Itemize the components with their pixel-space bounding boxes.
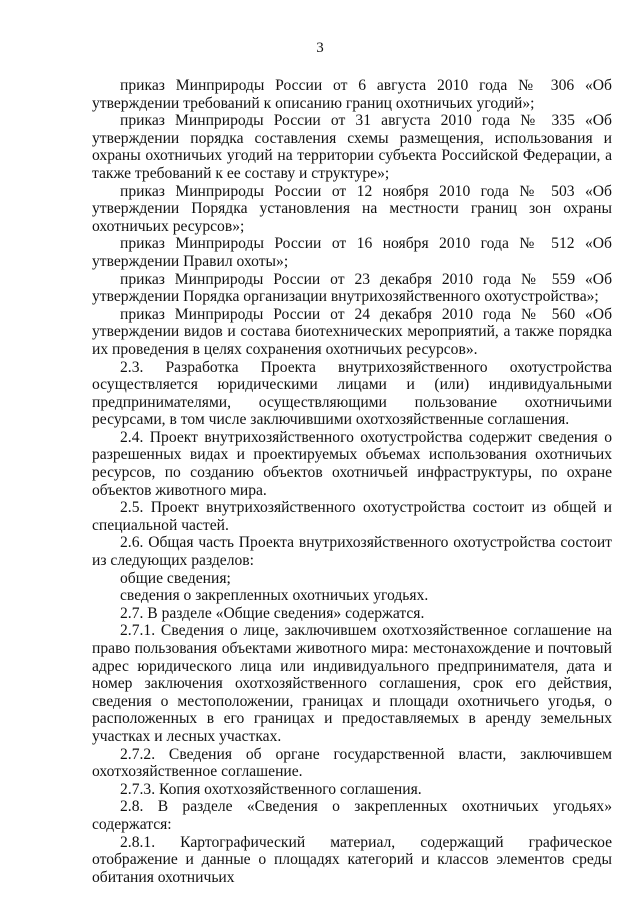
paragraph: 2.5. Проект внутрихозяйственного охотустройства состоит из общей и специальной частей. — [92, 499, 612, 534]
paragraph: 2.3. Разработка Проекта внутрихозяйственного охотустройства осуществляется юридическими лицами и (или) индивидуальными предпринимателями, осуществляющими пользование охотничьими ресурсами, в том числе заключившими охотхозяйственные соглашения. — [92, 358, 612, 429]
page-number: 3 — [316, 40, 324, 56]
paragraph: приказ Минприроды России от 12 ноября 2010 года № 503 «Об утверждении Порядка установления на местности границ зон охраны охотничьих ресурсов»; — [92, 182, 612, 235]
paragraph: сведения о закрепленных охотничьих угодьях. — [120, 587, 429, 605]
paragraph: приказ Минприроды России от 6 августа 2010 года № 306 «Об утверждении требований к описанию границ охотничьих угодий»; — [92, 77, 612, 112]
paragraph: приказ Минприроды России от 16 ноября 2010 года № 512 «Об утверждении Правил охоты»; — [92, 235, 612, 270]
paragraph: 2.7. В разделе «Общие сведения» содержатся. — [120, 604, 425, 622]
paragraph: 2.7.1. Сведения о лице, заключившем охотхозяйственное соглашение на право пользования объектами животного мира: местонахождение и почтовый адрес юридического лица или индивидуального предпринимателя, дата и номер заключения охотхозяйственного соглашения, срок его действия, сведения о местоположении, границах и площади охотничьего угодья, о расположенных в его границах и предоставляемых в аренду земельных участках и лесных участках. — [92, 622, 612, 745]
paragraph: общие сведения; — [120, 569, 231, 587]
paragraph: 2.6. Общая часть Проекта внутрихозяйственного охотустройства состоит из следующих разделов: — [92, 534, 612, 570]
paragraph: 2.8.1. Картографический материал, содержащий графическое отображение и данные о площадях категорий и классов элементов среды обитания охотничьих — [92, 833, 612, 886]
paragraph: приказ Минприроды России от 24 декабря 2010 года № 560 «Об утверждении видов и состава биотехнических мероприятий, а также порядка их проведения в целях сохранения охотничьих ресурсов». — [92, 305, 612, 358]
paragraph: 2.7.2. Сведения об органе государственной власти, заключившем охотхозяйственное соглашение. — [92, 745, 612, 781]
paragraph: 2.8. В разделе «Сведения о закрепленных охотничьих угодьях» содержатся: — [92, 798, 612, 833]
paragraph: 2.7.3. Копия охотхозяйственного соглашения. — [120, 780, 422, 798]
paragraph: приказ Минприроды России от 31 августа 2010 года № 335 «Об утверждении порядка составления схемы размещения, использования и охраны охотничьих угодий на территории субъекта Российской Федерации, а также требований к ее составу и структуре»; — [92, 112, 612, 182]
paragraph: 2.4. Проект внутрихозяйственного охотустройства содержит сведения о разрешенных видах и проектируемых объемах использования охотничьих ресурсов, по созданию объектов охотничьей инфраструктуры, по охране объектов животного мира. — [92, 428, 612, 499]
paragraph: приказ Минприроды России от 23 декабря 2010 года № 559 «Об утверждении Порядка организации внутрихозяйственного охотустройства»; — [92, 270, 612, 306]
document-body — [92, 77, 612, 886]
